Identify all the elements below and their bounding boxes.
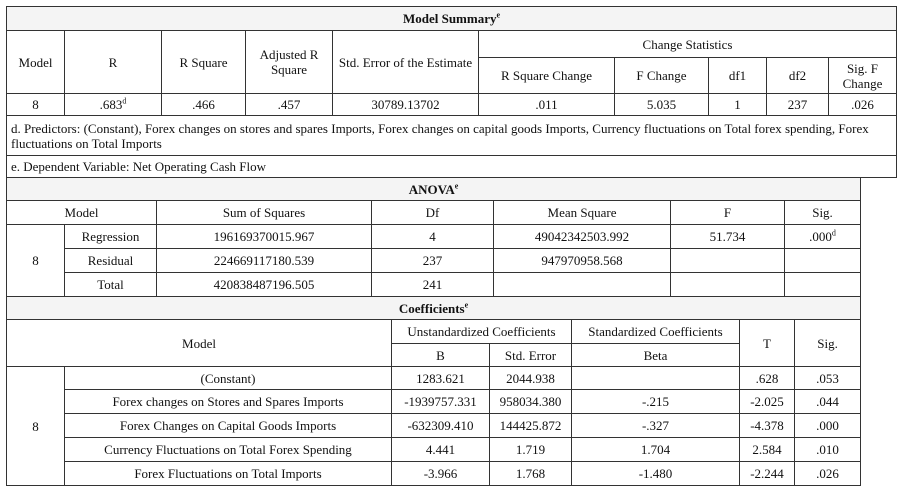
model-summary-title: Model Summary$^e$ [7, 7, 897, 31]
row-label: Regression [65, 225, 157, 249]
cell-f [671, 273, 785, 297]
header-b: B [392, 344, 490, 367]
table-row [7, 414, 861, 438]
cell-b: 1283.621 [392, 367, 490, 390]
cell-beta: -.215 [572, 390, 740, 414]
row-label: Currency Fluctuations on Total Forex Spending [65, 438, 392, 462]
row-label: Total [65, 273, 157, 297]
header-r-square: R Square [162, 31, 246, 94]
cell-f: 51.734 [671, 225, 785, 249]
cell-b: -3.966 [392, 462, 490, 486]
header-sum-of-squares: Sum of Squares [157, 201, 372, 225]
header-adjusted-r-square: Adjusted R Square [246, 31, 333, 94]
regression-output [6, 6, 883, 486]
cell-sig [785, 273, 861, 297]
cell-b: 4.441 [392, 438, 490, 462]
cell-model: 8 [7, 367, 65, 486]
cell-std-error: 2044.938 [490, 367, 572, 390]
cell-df: 237 [372, 249, 494, 273]
cell-sig [785, 249, 861, 273]
cell-sig: .053 [795, 367, 861, 390]
table-row [7, 390, 861, 414]
row-label: Residual [65, 249, 157, 273]
cell-df1: 1 [709, 94, 767, 116]
header-mean-square: Mean Square [494, 201, 671, 225]
header-model: Model [7, 320, 392, 367]
header-sig-f-change: Sig. F Change [829, 58, 897, 94]
cell-r-square-change: .011 [479, 94, 615, 116]
header-f: F [671, 201, 785, 225]
cell-beta: -.327 [572, 414, 740, 438]
cell-t: -4.378 [740, 414, 795, 438]
cell-b: -1939757.331 [392, 390, 490, 414]
header-df2: df2 [767, 58, 829, 94]
cell-r: .683$^d$ [65, 94, 162, 116]
cell-t: -2.244 [740, 462, 795, 486]
cell-std-error: 30789.13702 [333, 94, 479, 116]
row-label: Forex Fluctuations on Total Imports [65, 462, 392, 486]
table-row [7, 225, 861, 249]
cell-sum-of-squares: 224669117180.539 [157, 249, 372, 273]
cell-std-error: 144425.872 [490, 414, 572, 438]
cell-sig-f-change: .026 [829, 94, 897, 116]
table-row [7, 462, 861, 486]
cell-std-error: 1.768 [490, 462, 572, 486]
anova-title: ANOVA$^e$ [7, 178, 861, 201]
row-label: Forex changes on Stores and Spares Imports [65, 390, 392, 414]
cell-model: 8 [7, 94, 65, 116]
cell-t: 2.584 [740, 438, 795, 462]
header-model: Model [7, 31, 65, 94]
cell-adjusted-r-square: .457 [246, 94, 333, 116]
header-t: T [740, 320, 795, 367]
cell-t: -2.025 [740, 390, 795, 414]
cell-b: -632309.410 [392, 414, 490, 438]
table-row [7, 367, 861, 390]
row-label: Forex Changes on Capital Goods Imports [65, 414, 392, 438]
cell-mean-square [494, 273, 671, 297]
cell-model: 8 [7, 225, 65, 297]
header-sig: Sig. [795, 320, 861, 367]
coefficients-table [6, 296, 861, 486]
coefficients-title: Coefficients$^e$ [7, 297, 861, 320]
cell-r-square: .466 [162, 94, 246, 116]
footnote-predictors: d. Predictors: (Constant), Forex changes on stores and spares Imports, Forex changes on capital goods Imports, Currency fluctuations on Total forex spending, Forex fluctuations on Total Imports [7, 116, 897, 156]
cell-sig: .000 [795, 414, 861, 438]
table-row [7, 273, 861, 297]
header-df: Df [372, 201, 494, 225]
anova-table [6, 177, 861, 297]
cell-df: 241 [372, 273, 494, 297]
header-f-change: F Change [615, 58, 709, 94]
header-change-statistics: Change Statistics [479, 31, 897, 58]
cell-df: 4 [372, 225, 494, 249]
header-model: Model [7, 201, 157, 225]
table-row [7, 438, 861, 462]
cell-f [671, 249, 785, 273]
model-summary-table [6, 6, 897, 178]
cell-beta: -1.480 [572, 462, 740, 486]
cell-f-change: 5.035 [615, 94, 709, 116]
header-df1: df1 [709, 58, 767, 94]
table-row [7, 249, 861, 273]
cell-std-error: 958034.380 [490, 390, 572, 414]
cell-std-error: 1.719 [490, 438, 572, 462]
row-label: (Constant) [65, 367, 392, 390]
header-std-error: Std. Error of the Estimate [333, 31, 479, 94]
header-std-error: Std. Error [490, 344, 572, 367]
cell-sum-of-squares: 196169370015.967 [157, 225, 372, 249]
cell-sig: .000$^d$ [785, 225, 861, 249]
table-row [7, 94, 897, 116]
cell-sig: .010 [795, 438, 861, 462]
footnote-dependent-variable: e. Dependent Variable: Net Operating Cash Flow [7, 156, 897, 178]
header-r-square-change: R Square Change [479, 58, 615, 94]
cell-sum-of-squares: 420838487196.505 [157, 273, 372, 297]
cell-df2: 237 [767, 94, 829, 116]
header-unstandardized-coefficients: Unstandardized Coefficients [392, 320, 572, 344]
header-r: R [65, 31, 162, 94]
cell-sig: .044 [795, 390, 861, 414]
cell-mean-square: 49042342503.992 [494, 225, 671, 249]
cell-sig: .026 [795, 462, 861, 486]
cell-beta [572, 367, 740, 390]
cell-t: .628 [740, 367, 795, 390]
header-sig: Sig. [785, 201, 861, 225]
header-beta: Beta [572, 344, 740, 367]
cell-mean-square: 947970958.568 [494, 249, 671, 273]
header-standardized-coefficients: Standardized Coefficients [572, 320, 740, 344]
cell-beta: 1.704 [572, 438, 740, 462]
